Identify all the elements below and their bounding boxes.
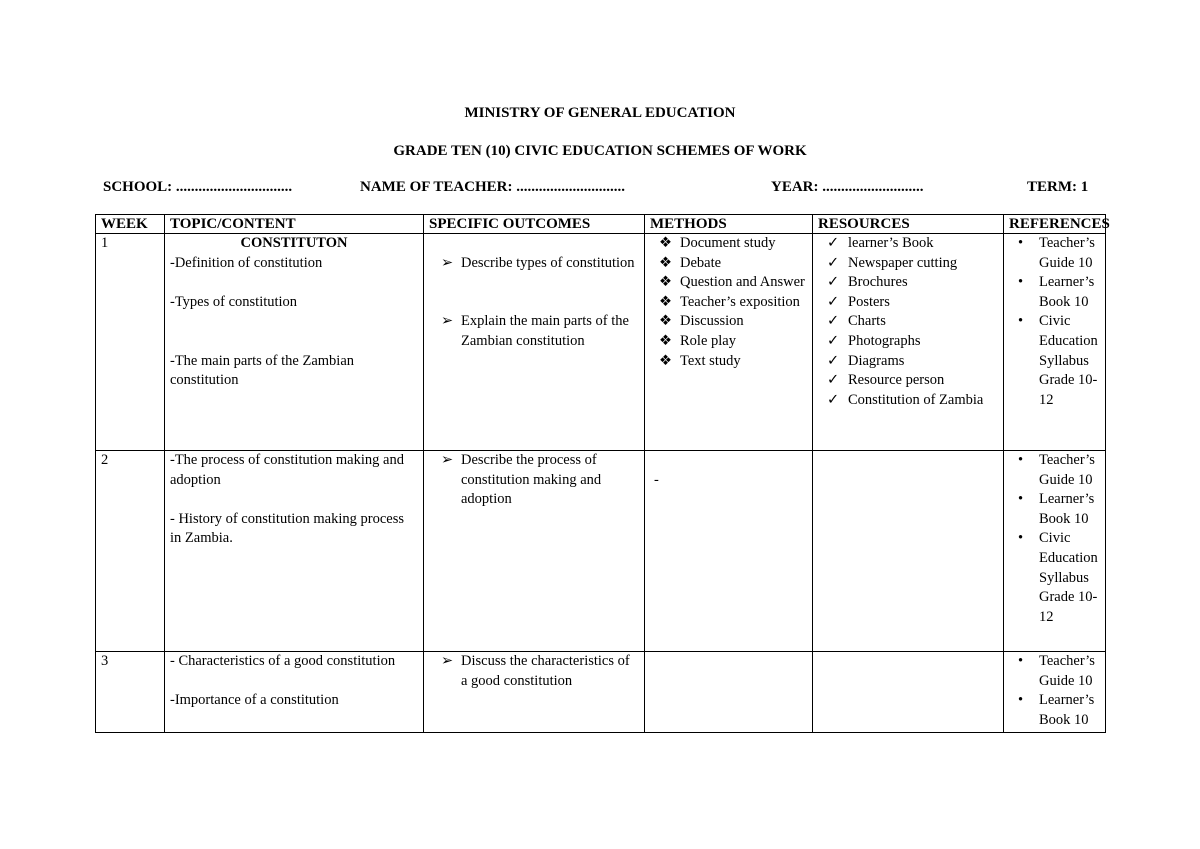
col-methods: METHODS: [645, 215, 813, 234]
references-cell: [1004, 451, 1106, 652]
checkmark-bullet-icon: ✓: [827, 293, 840, 310]
round-bullet-icon: •: [1018, 452, 1024, 468]
document-title: GRADE TEN (10) CIVIC EDUCATION SCHEMES OF WORK: [393, 143, 807, 159]
round-bullet-icon: •: [1018, 692, 1024, 709]
resource-item: ✓ Posters: [818, 293, 998, 313]
reference-item: • Teacher’s Guide 10: [1018, 452, 1095, 488]
methods-cell: [645, 234, 813, 451]
checkmark-bullet-icon: ✓: [827, 332, 840, 349]
outcomes-cell: [424, 234, 645, 451]
reference-item: • Learner’s Book 10: [1018, 274, 1095, 310]
method-item: ❖ Discussion: [650, 312, 807, 332]
references-cell: [1004, 234, 1106, 451]
school-field: SCHOOL: ...............................: [103, 179, 293, 195]
four-diamond-bullet-icon: ❖: [659, 352, 672, 369]
term-field: TERM: 1: [1027, 179, 1089, 195]
table-header-row: [96, 215, 1106, 234]
topic-cell: [165, 234, 424, 451]
methods-cell: [645, 652, 813, 733]
resource-item: ✓ Charts: [818, 312, 998, 332]
method-item: ❖ Role play: [650, 332, 807, 352]
round-bullet-icon: •: [1018, 274, 1024, 291]
topic-item: -The main parts of the Zambian constitution: [170, 352, 355, 389]
col-week: WEEK: [96, 215, 165, 234]
outcome-item: ➢ Explain the main parts of the Zambian constitution: [441, 313, 629, 349]
table-row: [96, 652, 1106, 733]
week-cell: 2: [96, 451, 165, 652]
year-field: YEAR: ...........................: [771, 179, 924, 195]
topic-cell: [165, 652, 424, 733]
topic-item: -Definition of constitution: [170, 254, 323, 271]
checkmark-bullet-icon: ✓: [827, 352, 840, 369]
topic-item: -The process of constitution making and adoption: [170, 452, 404, 488]
arrowhead-bullet-icon: ➢: [441, 653, 454, 669]
table-row: [96, 451, 1106, 652]
resource-item: ✓ Newspaper cutting: [818, 254, 998, 274]
method-item: ❖ Debate: [650, 254, 807, 274]
method-dash: -: [654, 471, 659, 488]
method-item: ❖ Document study: [650, 234, 807, 254]
topic-cell: [165, 451, 424, 652]
outcomes-cell: [424, 652, 645, 733]
table-row: [96, 234, 1106, 451]
col-references: REFERENCES: [1004, 215, 1106, 234]
arrowhead-bullet-icon: ➢: [441, 313, 454, 330]
outcomes-cell: [424, 451, 645, 652]
checkmark-bullet-icon: ✓: [827, 313, 840, 330]
outcome-item: ➢ Discuss the characteristics of a good constitution: [441, 653, 630, 689]
checkmark-bullet-icon: ✓: [827, 372, 840, 389]
checkmark-bullet-icon: ✓: [827, 391, 840, 408]
reference-item: • Learner’s Book 10: [1018, 491, 1095, 527]
topic-item: - Characteristics of a good constitution: [170, 653, 396, 669]
resource-item: ✓ Diagrams: [818, 352, 998, 372]
four-diamond-bullet-icon: ❖: [659, 332, 672, 349]
four-diamond-bullet-icon: ❖: [659, 293, 672, 310]
method-item: ❖ Question and Answer: [650, 273, 807, 293]
week-cell: 3: [96, 652, 165, 733]
outcome-item: ➢ Describe types of constitution: [429, 254, 639, 274]
ministry-title: MINISTRY OF GENERAL EDUCATION: [464, 105, 736, 121]
arrowhead-bullet-icon: ➢: [441, 254, 454, 271]
four-diamond-bullet-icon: ❖: [659, 313, 672, 330]
resource-item: ✓ Brochures: [818, 273, 998, 293]
topic-item: - History of constitution making process in Zambia.: [170, 510, 404, 547]
four-diamond-bullet-icon: ❖: [659, 235, 672, 251]
col-topic: TOPIC/CONTENT: [165, 215, 424, 234]
checkmark-bullet-icon: ✓: [827, 274, 840, 291]
schemes-table: [95, 214, 1110, 733]
resource-item: ✓ Constitution of Zambia: [818, 391, 998, 411]
resource-item: ✓ Resource person: [818, 371, 998, 391]
round-bullet-icon: •: [1018, 235, 1024, 251]
resource-item: ✓ learner’s Book: [818, 234, 998, 254]
reference-item: • Teacher’s Guide 10: [1018, 653, 1095, 689]
col-outcomes: SPECIFIC OUTCOMES: [424, 215, 645, 234]
topic-item: -Types of constitution: [170, 293, 298, 310]
round-bullet-icon: •: [1018, 653, 1024, 669]
arrowhead-bullet-icon: ➢: [441, 452, 454, 468]
reference-item: • Civic Education Syllabus Grade 10-12: [1018, 530, 1098, 625]
resources-cell: [813, 451, 1004, 652]
four-diamond-bullet-icon: ❖: [659, 274, 672, 291]
resources-cell: [813, 234, 1004, 451]
round-bullet-icon: •: [1018, 530, 1024, 547]
resources-cell: [813, 652, 1004, 733]
checkmark-bullet-icon: ✓: [827, 235, 840, 251]
teacher-field: NAME OF TEACHER: .............................: [360, 179, 626, 195]
reference-item: • Learner’s Book 10: [1018, 692, 1095, 728]
week-cell: 1: [96, 234, 165, 451]
topic-item: -Importance of a constitution: [170, 692, 339, 709]
col-resources: RESOURCES: [813, 215, 1004, 234]
method-item: ❖ Text study: [650, 352, 807, 372]
method-item: ❖ Teacher’s exposition: [650, 293, 807, 313]
outcome-item: ➢ Describe the process of constitution making and adoption: [441, 452, 602, 508]
methods-cell: [645, 451, 813, 652]
references-cell: [1004, 652, 1106, 733]
checkmark-bullet-icon: ✓: [827, 254, 840, 271]
resource-item: ✓ Photographs: [818, 332, 998, 352]
topic-heading: CONSTITUTON: [240, 235, 348, 251]
four-diamond-bullet-icon: ❖: [659, 254, 672, 271]
reference-item: • Teacher’s Guide 10: [1018, 235, 1095, 271]
round-bullet-icon: •: [1018, 491, 1024, 508]
round-bullet-icon: •: [1018, 313, 1024, 330]
reference-item: • Civic Education Syllabus Grade 10-12: [1018, 313, 1098, 408]
